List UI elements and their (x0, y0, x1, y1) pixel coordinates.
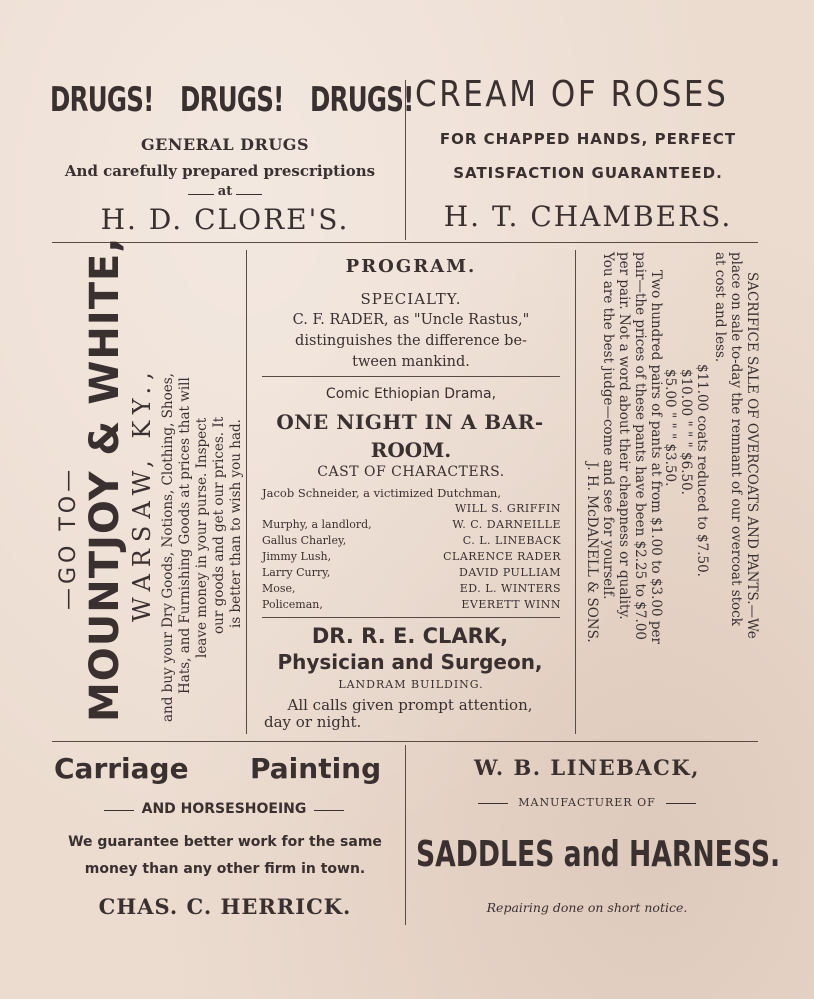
drugs-headline-3: DRUGS! (310, 80, 414, 120)
sacrifice-line-5: $10.00 " " " $6.50. (678, 369, 694, 495)
cast-actor: ED. L. WINTERS (459, 582, 561, 595)
drugs-name: H. D. CLORE'S. (100, 203, 350, 236)
cast-role: Policeman, (262, 598, 323, 611)
cast-actor: C. L. LINEBACK (462, 534, 561, 547)
carriage-headline-1: Carriage (54, 752, 189, 785)
cast-role: Gallus Charley, (262, 534, 347, 547)
roses-headline: CREAM OF ROSES (415, 74, 729, 115)
sacrifice-line-6: $5.00 " " " $3.50. (662, 369, 678, 487)
clark-building: LANDRAM BUILDING. (338, 678, 484, 691)
clark-line1: All calls given prompt attention, (287, 696, 533, 714)
sacrifice-line-7: Two hundred pairs of pants at from $1.00 to $3.00 per (648, 270, 664, 644)
cast-actor: CLARENCE RADER (443, 550, 561, 563)
drugs-headline-2: DRUGS! (180, 80, 284, 120)
carriage-line1: We guarantee better work for the same (68, 834, 382, 850)
rule-program-2 (262, 617, 560, 618)
lineback-note: Repairing done on short notice. (486, 900, 688, 915)
mountjoy-text-3: leave money in your purse. Inspect (194, 417, 210, 658)
carriage-name: CHAS. C. HERRICK. (98, 894, 352, 919)
program-drama-heading: Comic Ethiopian Drama, (325, 386, 497, 402)
clark-name: DR. R. E. CLARK, (311, 624, 509, 648)
rule-bottom-divider (405, 745, 406, 925)
drugs-at-rule-right (236, 194, 262, 195)
drugs-subhead: GENERAL DRUGS (140, 135, 310, 154)
lineback-headline: SADDLES and HARNESS. (416, 834, 781, 875)
cast-role: Mose, (262, 582, 296, 595)
sacrifice-line-4: $11.00 coats reduced to $7.50. (694, 364, 710, 577)
drugs-line1: And carefully prepared prescriptions (64, 162, 376, 180)
drugs-at-rule-left (188, 194, 214, 195)
mountjoy-text-2: Hats, and Furnishing Goods at prices that will (177, 377, 193, 694)
program-cast-lead-actor: WILL S. GRIFFIN (454, 502, 561, 515)
lineback-sub-rule-left (478, 803, 508, 804)
mountjoy-goto: —GO TO— (56, 465, 81, 610)
rule-program-1 (262, 376, 560, 377)
mountjoy-city: WARSAW, KY., (128, 365, 156, 622)
sacrifice-line-3: at cost and less. (712, 252, 728, 363)
rule-mid-right (575, 250, 576, 734)
roses-line1: FOR CHAPPED HANDS, PERFECT (439, 130, 737, 148)
program-drama-title-1: ONE NIGHT IN A BAR- (276, 410, 544, 434)
rule-mid-left (246, 250, 247, 734)
carriage-line2: money than any other firm in town. (84, 861, 366, 877)
drugs-line2: at (217, 184, 233, 199)
lineback-sub-rule-right (666, 803, 696, 804)
cast-actor: EVERETT WINN (461, 598, 561, 611)
lineback-name: W. B. LINEBACK, (474, 755, 700, 780)
clark-line2: day or night. (264, 713, 362, 731)
lineback-subhead: MANUFACTURER OF (518, 796, 656, 809)
program-specialty-line-2: distinguishes the difference be- (295, 333, 527, 349)
carriage-headline-2: Painting (250, 752, 382, 785)
sacrifice-line-10: You are the best judge—come and see for yourself. (600, 252, 616, 600)
sacrifice-line-9: per pair. Not a word about their cheapness or quality. (616, 252, 632, 620)
drugs-headline-1: DRUGS! (50, 80, 154, 120)
program-specialty-line-3: tween mankind. (352, 354, 470, 370)
cast-role: Larry Curry, (262, 566, 331, 579)
cast-role: Jimmy Lush, (262, 550, 332, 563)
cast-actor: W. C. DARNEILLE (452, 518, 561, 531)
roses-line2: SATISFACTION GUARANTEED. (453, 164, 723, 182)
program-title: PROGRAM. (345, 256, 477, 277)
rule-bottom (52, 741, 758, 742)
mountjoy-text-1: and buy your Dry Goods, Notions, Clothing, Shoes, (160, 373, 176, 722)
program-specialty-heading: SPECIALTY. (360, 290, 462, 308)
program-drama-title-2: ROOM. (370, 438, 452, 462)
sacrifice-line-1: SACRIFICE SALE OF OVERCOATS AND PANTS.—We (744, 272, 760, 639)
mountjoy-text-4: our goods and get our prices. It (211, 416, 227, 634)
clark-title: Physician and Surgeon, (277, 650, 543, 674)
program-specialty-line-1: C. F. RADER, as "Uncle Rastus," (292, 312, 530, 328)
program-cast-lead-role: Jacob Schneider, a victimized Dutchman, (262, 486, 501, 500)
sacrifice-line-8: pair—the prices of these pants have been $2.25 to $7.00 (632, 252, 648, 640)
mountjoy-text-5: is better than to wish you had. (228, 419, 244, 628)
carriage-subhead: AND HORSESHOEING (141, 801, 307, 817)
sacrifice-line-2: place on sale to-day the remnant of our overcoat stock (728, 252, 744, 626)
roses-name: H. T. CHAMBERS. (443, 200, 733, 233)
program-cast-heading: CAST OF CHARACTERS. (317, 464, 505, 480)
sacrifice-line-11: J. H. McDANELL & SONS. (584, 462, 600, 643)
cast-role: Murphy, a landlord, (262, 518, 372, 531)
carriage-sub-rule-left (104, 810, 134, 811)
rule-top (52, 242, 758, 243)
carriage-sub-rule-right (314, 810, 344, 811)
cast-actor: DAVID PULLIAM (459, 566, 561, 579)
mountjoy-name: MOUNTJOY & WHITE, (82, 236, 128, 722)
